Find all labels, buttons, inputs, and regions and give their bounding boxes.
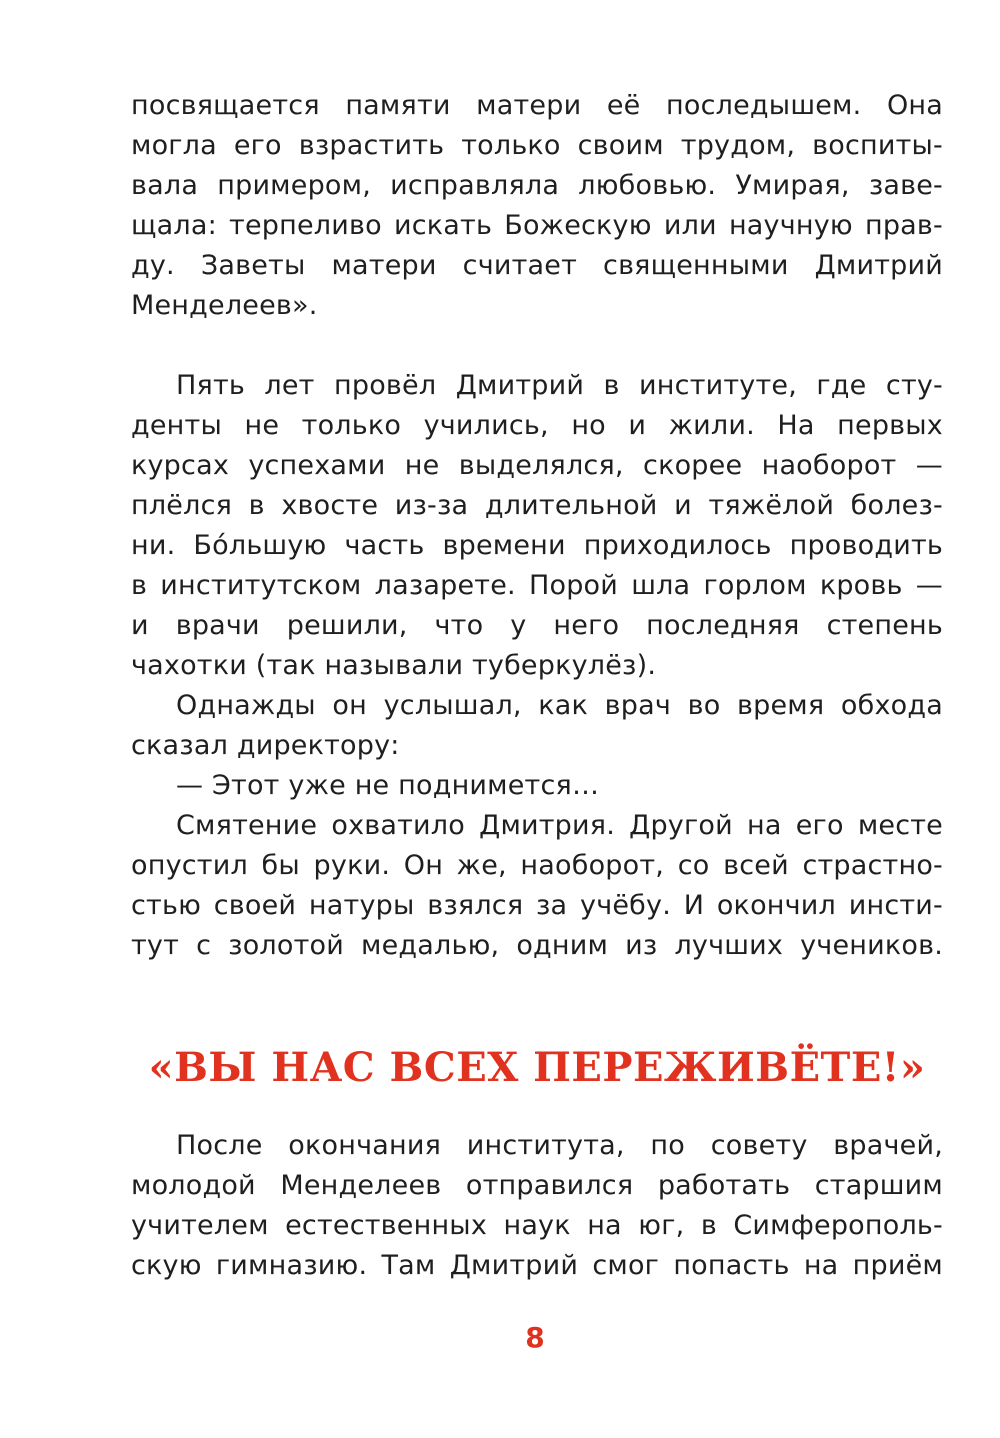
paragraph-1-line-5: ду. Заветы матери считает священными Дмитрий	[131, 250, 943, 281]
paragraph-1-line-4: щала: терпеливо искать Божескую или научную прав-	[131, 210, 943, 241]
paragraph-5-line-2: опустил бы руки. Он же, наоборот, со всей страстно-	[131, 850, 943, 881]
paragraph-5-line-1: Смятение охватило Дмитрия. Другой на его месте	[176, 810, 943, 841]
section-heading: «ВЫ НАС ВСЕХ ПЕРЕЖИВЁТЕ!»	[148, 1044, 926, 1091]
page-number: 8	[525, 1321, 545, 1354]
paragraph-2-line-4: плёлся в хвосте из-за длительной и тяжёлой болез-	[131, 490, 943, 521]
paragraph-5-line-3: стью своей натуры взялся за учёбу. И окончил инсти-	[131, 890, 943, 921]
paragraph-6-line-1: После окончания института, по совету врачей,	[176, 1130, 943, 1161]
paragraph-1-line-2: могла его взрастить только своим трудом, воспиты-	[131, 130, 943, 161]
paragraph-3-line-2: сказал директору:	[131, 730, 400, 761]
paragraph-2-line-7: и врачи решили, что у него последняя степень	[131, 610, 943, 641]
dialogue-line: — Этот уже не поднимется…	[176, 770, 600, 801]
paragraph-2-line-2: денты не только учились, но и жили. На первых	[131, 410, 943, 441]
paragraph-2-line-1: Пять лет провёл Дмитрий в институте, где сту-	[176, 370, 943, 401]
paragraph-2-line-3: курсах успехами не выделялся, скорее наоборот —	[131, 450, 943, 481]
paragraph-2-line-5: ни. Бóльшую часть времени приходилось проводить	[131, 530, 943, 561]
paragraph-6-line-3: учителем естественных наук на юг, в Симферополь-	[131, 1210, 943, 1241]
paragraph-2-line-8: чахотки (так называли туберкулёз).	[131, 650, 657, 681]
paragraph-1-line-3: вала примером, исправляла любовью. Умирая, заве-	[131, 170, 943, 201]
paragraph-1-line-6: Менделеев».	[131, 290, 318, 321]
paragraph-3-line-1: Однажды он услышал, как врач во время обхода	[176, 690, 943, 721]
paragraph-1-line-1: посвящается памяти матери её последышем. Она	[131, 90, 943, 121]
paragraph-6-line-4: скую гимназию. Там Дмитрий смог попасть на приём	[131, 1250, 943, 1281]
paragraph-6-line-2: молодой Менделеев отправился работать старшим	[131, 1170, 943, 1201]
paragraph-2-line-6: в институтском лазарете. Порой шла горлом кровь —	[131, 570, 943, 601]
paragraph-5-line-4: тут с золотой медалью, одним из лучших учеников.	[131, 930, 943, 961]
